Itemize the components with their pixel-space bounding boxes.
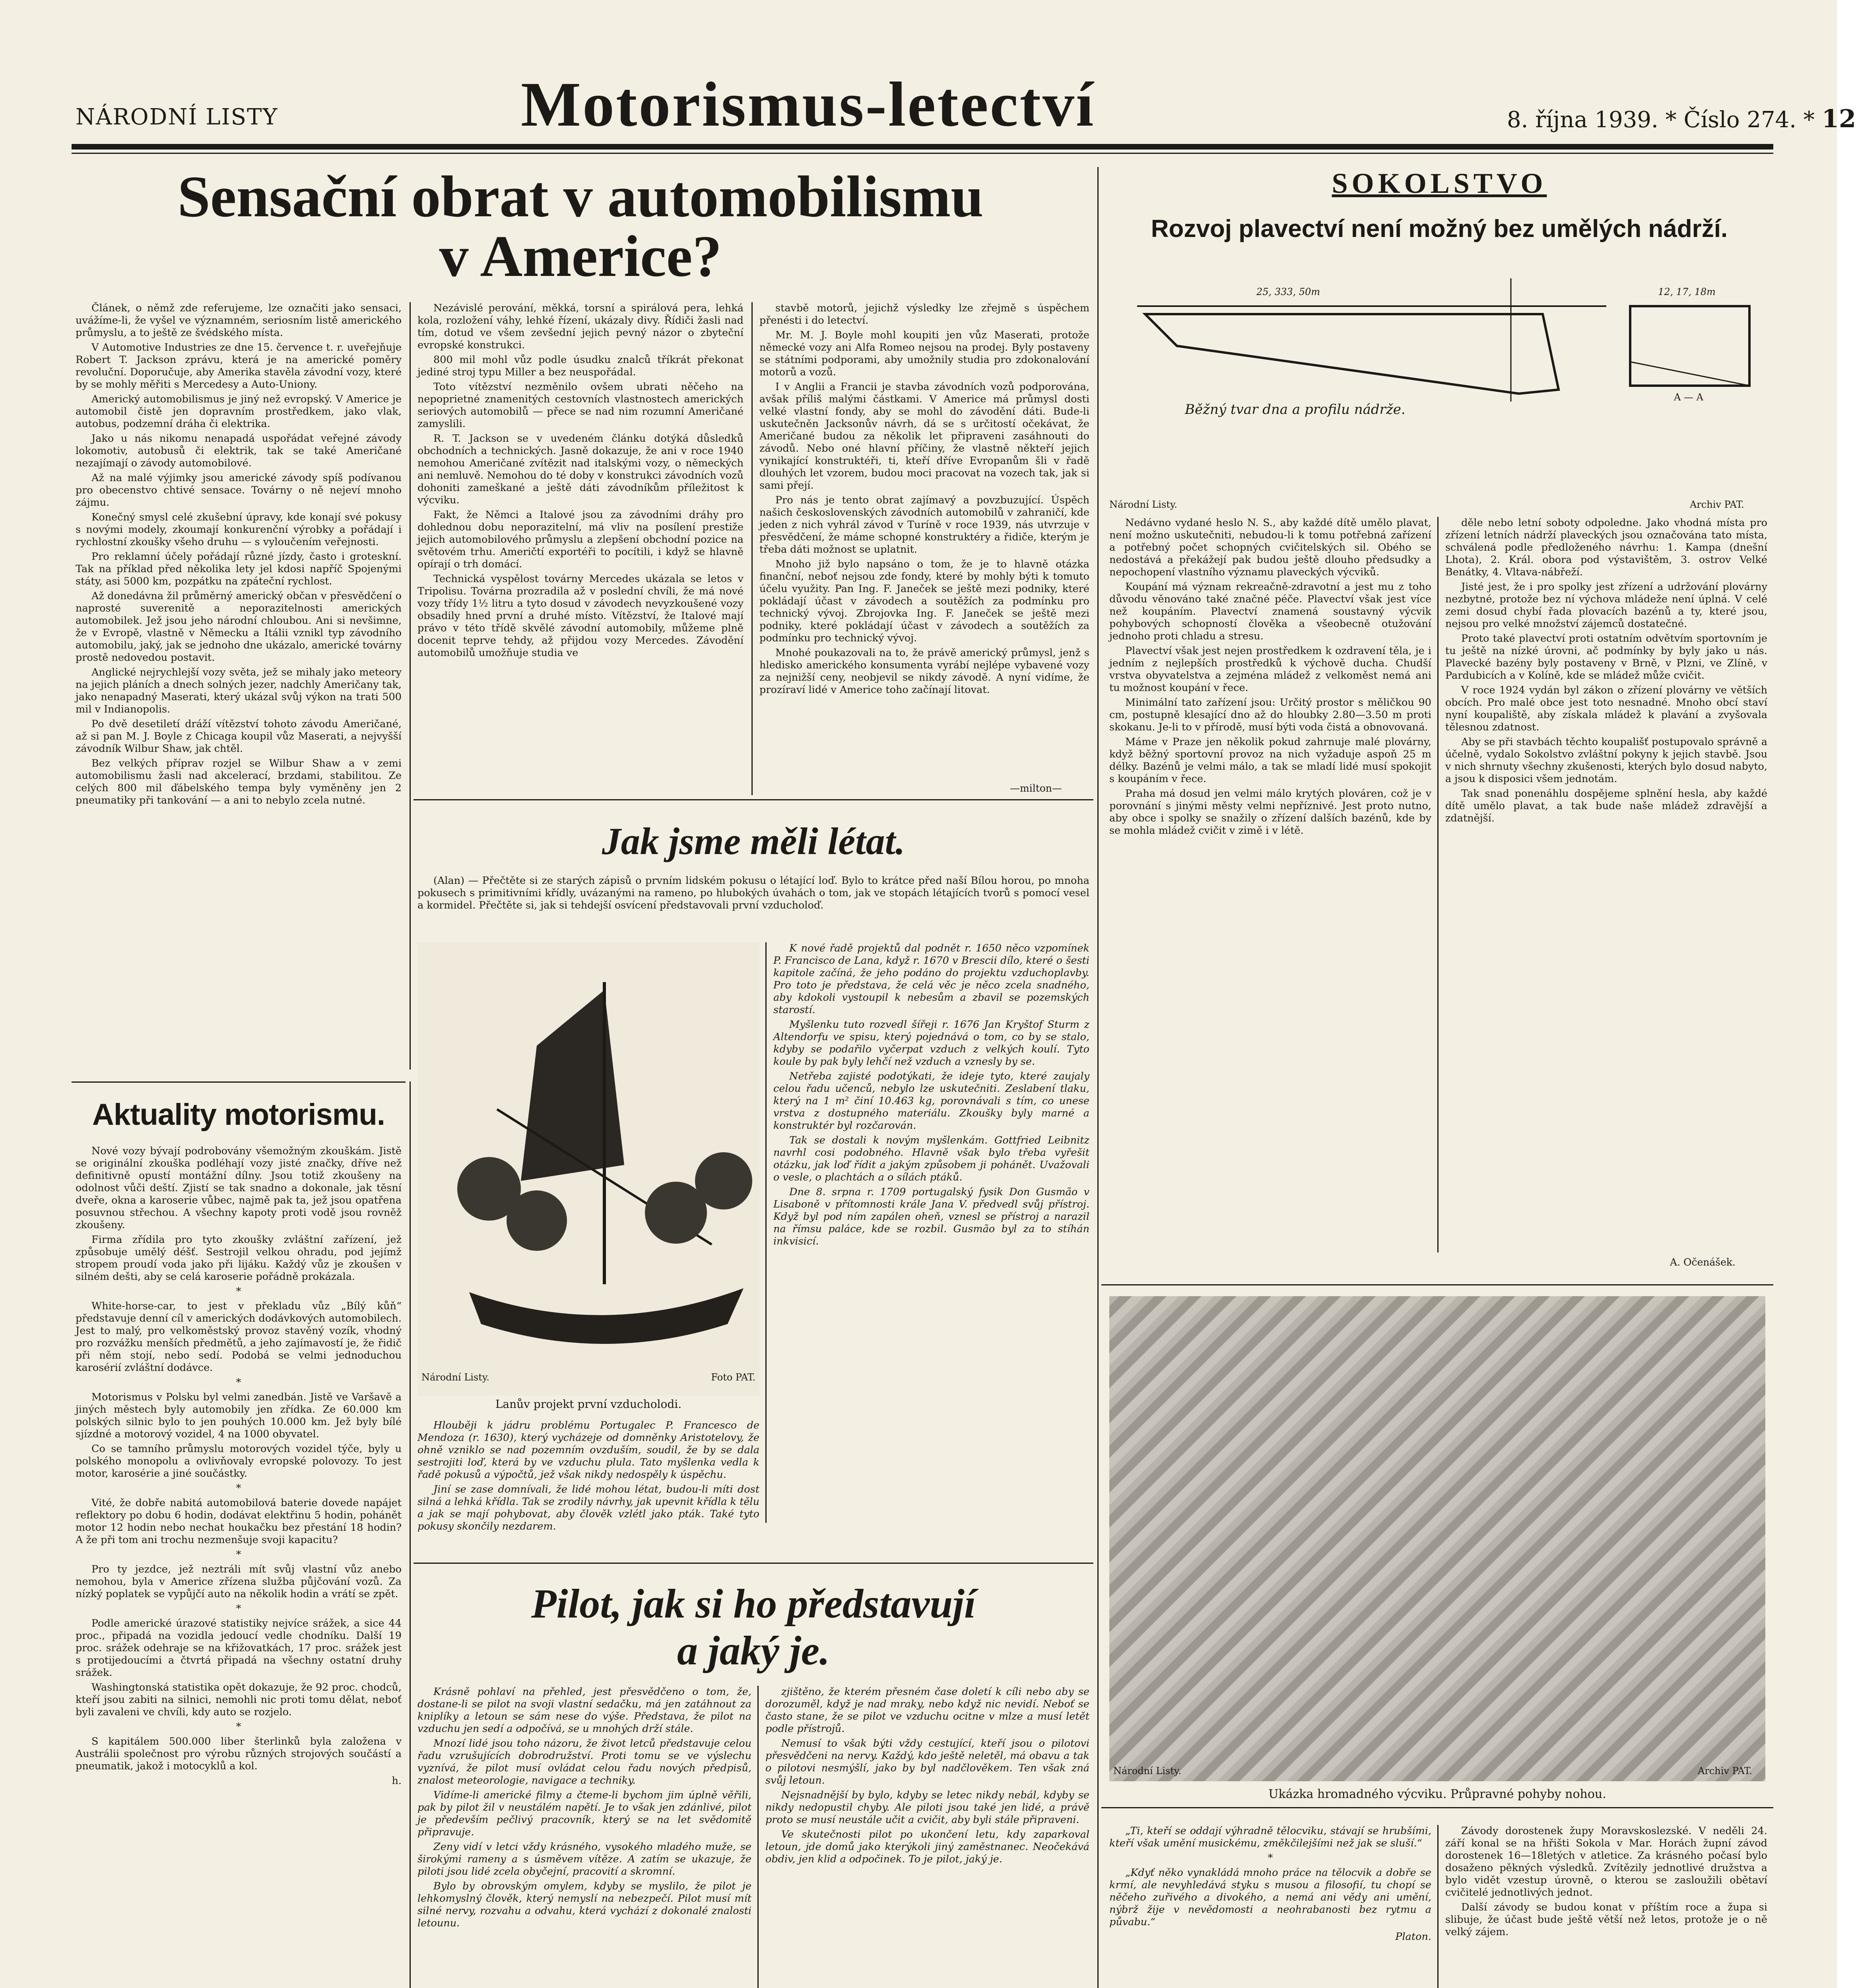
masthead-paper-name: NÁRODNÍ LISTY <box>76 104 278 130</box>
jak-jsme-col-right <box>773 942 1089 1523</box>
platon-quote-2: „Kdyť něko vynakládá mnoho práce na tělocvik a dobře se krmí, ale nevyhledává styku s musou a filosofií, tu chopí se něčeho zuřivého a divokého, a nemá ani vědy ani umění, nýbrž žije v nevědomosti a neohrabanosti bez rytmu a půvabu.“ <box>1109 1867 1431 1928</box>
sokolstvo-header: SOKOLSTVO <box>1332 167 1547 199</box>
jak-jsme-col-left-lower <box>417 1419 759 1547</box>
pilot-col1-p: Bylo by obrovským omylem, kdyby se myslilo, že pilot je lehkomyslný člověk, který nemyslí na nebezpečí. Pilot musí mít silné nervy, rozvahu a odvahu, která vychází z dokonalé znalosti letounu. <box>417 1880 751 1929</box>
sokol-col2-p: Proto také plavectví proti ostatním odvětvím sportovním je tu ještě na nízké úrovni, ač podmínky by byly jako u nás. Plavecké bazény byly postaveny v Brně, v Plzni, ve Zlíně, v Pardubicích a v Kolíně, kde se mládež může cvičit. <box>1445 633 1767 681</box>
airship-caption-source: Národní Listy. <box>421 1372 489 1383</box>
main-col3-p: Mr. M. J. Boyle mohl koupiti jen vůz Maserati, protože německé vozy ani Alfa Romeo nejsou na prodej. Byly postaveny se státními podporami, aby umožnily studia pro zdokonalování motorů a vozů. <box>759 329 1089 378</box>
sokolstvo-author: A. Očenášek. <box>1670 1256 1736 1268</box>
pilot-col1-p: Mnozí lidé jsou toho názoru, že život letců představuje celou řadu vzrušujících dobrodružství. Proti tomu se ve výslechu vyznívá, že pilot musí ovládat celou řadu nových předpisů, znalost meteorologie, navigace a techniky. <box>417 1738 751 1786</box>
pool-width-label: 12, 17, 18m <box>1658 286 1716 297</box>
pilot-col-divider <box>757 1686 759 1988</box>
main-col1-p: Až donedávna žil průměrný americký občan v přesvědčení o naprosté suverenitě a neporazitelnosti amerických automobilek. Jež jsou jeho národní chloubou. Ani si nevšimne, že v Evropě, vlastně v Německu a Itálii vznikl typ závodního automobilu, jaký, jak se jednoho dne ukázalo, americké továrny prostě nedovedou postavit. <box>76 590 402 664</box>
main-col3-p: Pro nás je tento obrat zajímavý a povzbuzující. Úspěch našich československých závodních automobilů v zahraničí, kde jeden z nich vyhrál závod v Turíně v roce 1939, nás utvrzuje v přesvědčení, že máme schopné konstruktéry a řidiče, kterým je třeba dáti možnost se uplatnit. <box>759 494 1089 555</box>
sokolstvo-col2 <box>1445 517 1767 1264</box>
aktuality-p: Pro ty jezdce, jež neztráli mít svůj vlastní vůz anebo nemohou, byla v Americe zřízena služba půjčování vozů. Za nízký poplatek se vypůjčí auto na několik hodin a vrátí se zpět. <box>76 1563 402 1600</box>
main-article-title-line2: v Americe? <box>439 224 722 289</box>
main-col1-p: Článek, o němž zde referujeme, lze označiti jako sensaci, uvážíme-li, že vyšel ve významném, seriosním listě amerického průmyslu, a to ještě ze švédského místa. <box>76 302 402 339</box>
pool-diagram <box>1129 270 1757 493</box>
aktuality-p: Nové vozy bývají podrobovány všemožným zkouškám. Jistě se originální zkouška podléhají vozy jisté značky, dříve než definitivně opustí montážní dílny. Jsou totiž zkoušeny na odolnost vůči deští. Zjistí se tak snadno a dokonale, jak těsní dveře, okna a karoserie vůbec, najmě pak ta, jež jsou opatřena posuvnou střechou. A všechny kapoty proti vodě jsou rovněž zkoušeny. <box>76 1145 402 1231</box>
main-col1-p: Americký automobilismus je jiný než evropský. V Americe je automobil čistě jen dopravním prostředkem, jako vlak, autobus, podzemní dráha či elektrika. <box>76 393 402 430</box>
masthead-page-number: 12 <box>1821 104 1856 133</box>
jak-jsme-left-p: Hlouběji k jádru problému Portugalec P. Francesco de Mendoza (r. 1630), který vycházeje od domněnky Aristotelovy, že ohně vzniklo se nad pozemním ovzduším, soudil, že by se dala sestrojiti loď, která by ve vzduchu plula. Tato myšlenka vedla k řadě pokusů a výpočtů, jež však nikdy nedospěly k úspěchu. <box>417 1419 759 1481</box>
sokol-col2-p: Aby se při stavbách těchto koupališť postupovalo správně a účelně, vydalo Sokolstvo zvláštní pokyny k jejich stavbě. Jsou v nich shrnuty všechny zkušenosti, kterých bylo dosud nabyto, a jsou k disposici všem jednotám. <box>1445 736 1767 785</box>
main-col2-p: Technická vyspělost továrny Mercedes ukázala se letos v Tripolisu. Továrna prozradila až v poslední chvíli, že má nové vozy třídy 1½ litru a tyto dosud v závodech nevyzkoušené vozy obsadily hned první a druhé místo. Vítězství, že Italové mají právo v této třídě skvělé závodní automobily, můžeme plně docenit teprve tehdy, až přijdou vozy Mercedes. Závodění automobilů umožňuje studia ve <box>417 573 744 659</box>
aktuality-p: Motorismus v Polsku byl velmi zanedbán. Jistě ve Varšavě a jiných městech byly automobily jen zřídka. Ze 60.000 km polských silnic bylo to jen pouhých 10.000 km. Jež byly bílé sjízdné a motorový vozidel, 4 na 1000 obyvatel. <box>76 1391 402 1440</box>
pilot-col2 <box>765 1686 1089 1988</box>
pilot-col2-p: Nemusí to však býti vždy cestující, kteří jsou o pilotovi přesvědčeni na nervy. Každý, kdo ještě neletěl, má obavu a tak o pilotovi nesmýšlí, jako by byl nadčlověkem. Ten však zná svůj letoun. <box>765 1738 1089 1786</box>
pool-section-label: A — A <box>1674 392 1703 403</box>
masthead-rule-thin <box>72 153 1773 154</box>
sokolstvo-col-divider <box>1437 517 1439 1252</box>
sokol-col1-p: Koupání má význam rekreačně-zdravotní a jest mu z toho důvodu věnováno také značné péče. Plavectví však jest více než koupáním. Plavectví znamená soustavný výcvik pohybových schopností člověka a všeobecně otužování jednoho proti chladu a stresu. <box>1109 581 1431 642</box>
main-col2-p: Nezávislé perování, měkká, torsní a spirálová pera, lehká kola, rozložení váhy, lehké řízení, ukázaly divy. Řídiči žasli nad tím, dotud ve všem zevšední jejich pevný názor o zbyteční evropské konstrukci. <box>417 302 744 351</box>
pilot-top-rule <box>414 1563 1093 1564</box>
pilot-col2-p: Ve skutečnosti pilot po ukončení letu, kdy zaparkoval letoun, jde domů jako kterýkoli jiný zaměstnanec. Neočekává obdiv, jen klid a odpočinek. To je pilot, jaký je. <box>765 1829 1089 1865</box>
pilot-title <box>414 1580 1093 1674</box>
aktuality-p: Washingtonská statistika opět dokazuje, že 92 proc. chodců, kteří jsou zabiti na silnici, nemohli nic proti tomu dělat, neboť byli zavaleni ve chvíli, kdy auto se rozjelo. <box>76 1681 402 1718</box>
aktuality-col-divider <box>410 1081 411 1988</box>
jak-jsme-left-p: Jiní se zase domnívali, že lidé mohou létat, budou-li míti dost silná a lehká křídla. Tak se zrodily návrhy, jak upevnit křídla k tělu a jak se mají pohybovat, aby člověk vzlétl jako pták. Také tyto pokusy skončily nezdarem. <box>417 1483 759 1532</box>
jak-jsme-right-p: Tak se dostali k novým myšlenkám. Gottfried Leibnitz navrhl cosi podobného. Hlavně však bylo třeba vyřešit otázku, jak loď řídit a jakým způsobem ji pohánět. Uvažovali o vesle, o plachtách a o sílách ptáků. <box>773 1134 1089 1183</box>
main-col1-p: Až na malé výjimky jsou americké závody spíš podívanou pro obecenstvo chtivé sensace. Továrny o ně nejeví mnoho zájmu. <box>76 472 402 509</box>
sokol-note-p: Další závody se budou konat v příštím roce a župa si slibuje, že účast bude ještě větší než letos, protože je o ně velký zájem. <box>1445 1901 1767 1938</box>
sokol-col1-p: Minimální tato zařízení jsou: Určitý prostor s měličkou 90 cm, postupně klesající dno až do hloubky 2.80—3.50 m proti skokanu. Je-li to v přírodě, musí býti voda čistá a obnovovaná. <box>1109 697 1431 733</box>
airship-drawing <box>417 942 759 1396</box>
pilot-title-line2: a jaký je. <box>677 1628 830 1673</box>
pool-bottom <box>1145 314 1559 394</box>
photo-bottom-rule <box>1101 1807 1773 1808</box>
main-article-author: —milton— <box>1010 782 1062 794</box>
airship-image-title: Lanův projekt první vzducholodi. <box>495 1398 682 1411</box>
jak-jsme-right-p: Netřeba zajisté podotýkati, že ideje tyto, které zaujaly celou řadu učenců, nebylo lze uskutečniti. Zeslabení tlaku, který na 1 m² činí 10.463 kg, porovnávali s tím, co unese vrstva z dostupného materiálu. Zkoušky byly marné a konstruktér byl rozčarován. <box>773 1070 1089 1132</box>
main-col3-p: I v Anglii a Francii je stavba závodních vozů podporována, avšak příliš malými částkami. V Americe má průmysl dosti velké vlastní fondy, aby se mohl do závodění dáti. Bude-li uskutečněn Jacksonův návrh, dá se s určitostí očekávat, že Američané budou za několik let připraveni zasáhnouti do závodů. Nebo oné hlavní příčiny, že vlastně někteří jejich vynikající konstruktéři, ti, kteří dříve Evropanům šli v řadě dlouhých let vzorem, budou moci pracovat na vozech tak, jak si sami přejí. <box>759 381 1089 491</box>
platon-sign: Platon. <box>1395 1931 1431 1943</box>
main-col3-p: stavbě motorů, jejichž výsledky lze zřejmě s úspěchem přenésti i do letectví. <box>759 302 1089 326</box>
airship-caption-photo: Foto PAT. <box>711 1372 755 1383</box>
main-article-col3 <box>759 302 1089 779</box>
main-col1-p: V Automotive Industries ze dne 15. července t. r. uveřejňuje Robert T. Jackson zprávu, která je na americké poměry revoluční. Doporučuje, aby Amerika stavěla závodní vozy, které by se mohly měřiti s Mercedesy a Auto-Uniony. <box>76 342 402 390</box>
pool-profile <box>1145 314 1559 394</box>
main-col1-p: Konečný smysl celé zkušební úpravy, kde konají své pokusy s novými modely, zkoumají konkurenční výrobky a pořádají i rychlostní zkoušky všeho druhu — s vyloučením veřejnosti. <box>76 511 402 548</box>
main-col1-p: Po dvě desetiletí dráží vítězství tohoto závodu Američané, až si pan M. J. Boyle z Chicaga koupil vůz Maserati, a nejvyšší závodník Wilbur Shaw, jak chtěl. <box>76 718 402 755</box>
masthead-issue: Číslo 274. <box>1683 107 1797 133</box>
main-col2-p: 800 mil mohl vůz podle úsudku znalců tříkrát překonat jediné stroj typu Miller a bez neuspořádal. <box>417 354 744 378</box>
aktuality-top-rule <box>72 1081 406 1083</box>
column-divider-main <box>1097 167 1099 1988</box>
pool-length-label: 25, 333, 50m <box>1256 286 1320 297</box>
aktuality-p: Co se tamního průmyslu motorových vozidel týče, byly u polského monopolu a ovlivňovaly evropské polovozy. To jest motor, karosérie a jiné součástky. <box>76 1443 402 1479</box>
photo-caption-source: Národní Listy. <box>1113 1765 1181 1776</box>
main-col1-p: Bez velkých příprav rozjel se Wilbur Shaw a v zemi automobilismu žasli nad akcelerací, brzdami, stabilitou. Ze celých 800 mil ďábelského tempa byly vyměněny jen 2 pneumatiky při tankování — a ani to nebylo zcela nutné. <box>76 757 402 806</box>
jak-jsme-lead <box>417 875 1089 934</box>
aktuality-p: S kapitálem 500.000 liber šterlinků byla založena v Austrálii společnost pro výrobu různých strojových součástí a pneumatik, jakož i motocyklů a kol. <box>76 1736 402 1772</box>
pilot-col2-p: Nejsnadnější by bylo, kdyby se letec nikdy nebál, kdyby se nikdy nedopustil chyby. Ale piloti jsou také jen lidé, a právě proto se musí neustále učit a cvičit, aby byli stále připraveni. <box>765 1789 1089 1826</box>
photo-title: Ukázka hromadného výcviku. Průpravné pohyby nohou. <box>1268 1787 1606 1801</box>
platon-quote-1: „Ti, kteří se oddají výhradně tělocviku, stávají se hrubšími, kteří však umění musickému, změkčilejšími než jak se sluší.“ <box>1109 1825 1431 1849</box>
note-col-divider <box>1437 1825 1439 1988</box>
main-article-col2 <box>417 302 744 795</box>
airship-balloon-4 <box>695 1152 752 1209</box>
pilot-col1-p: Krásně pohlaví na přehled, jest přesvědčeno o tom, že, dostane-li se pilot na svoji vlastní sedačku, má jen zatáhnout za kniplíky a letoun se sám nese do výše. Představa, že pilot na vzduchu jen sedí a odpočívá, se u mnohých drží stále. <box>417 1686 751 1735</box>
jak-jsme-right-p: K nové řadě projektů dal podnět r. 1650 něco vzpomínek P. Francisco de Lana, když r. 1670 v Brescii dílo, které o šesti kapitole začíná, že jeho podáno do projektu vzduchoplavby. Pro toto je představa, že celá věc je něco zcela snadného, aby kdokoli vystoupil k nebesům a zbavil se pozemských starostí. <box>773 942 1089 1016</box>
sokol-col2-p: V roce 1924 vydán byl zákon o zřízení plovárny ve větších obcích. Pro malé obce jest toto nesnadné. Mnoho obcí staví nyní koupaliště, aby získala mládež k plavání a zvyšovala tělesnou zdatnost. <box>1445 684 1767 733</box>
airship-balloon-2 <box>507 1190 567 1251</box>
pilot-title-line1: Pilot, jak si ho představují <box>531 1581 976 1627</box>
main-article-col1 <box>76 302 402 1070</box>
airship-illustration <box>417 942 759 1396</box>
aktuality-p: White-horse-car, to jest v překladu vůz „Bílý kůň“ představuje denní cíl v amerických dodávkových automobilech. Jest to malý, pro velkoměstský provoz stavěný vozík, vhodný pro rozvážku menších předmětů, a jeho zajímavostí je, že řidič při něm stojí, nebo sedí. Podobá se velmi jednoduchou karosérií zvláštní dodávce. <box>76 1300 402 1374</box>
main-col3-p: Mnohé poukazovali na to, že právě americký průmysl, jenž s hledisko amerického konsumenta vyrábí nejlépe vybavené vozy za nejnižší ceny, neobjevil se nikdy závodě. A nyní vidíme, že prozíraví lidé v Americe toho začínají litovat. <box>759 647 1089 696</box>
sokol-col1-p: Máme v Praze jen několik pokud zahrnuje malé plovárny, když běžný sportovní provoz na nich vyžaduje aspoň 25 m délky. Bazénů je velmi málo, a tak se mladí lidé musí spokojit s koupáním v řece. <box>1109 736 1431 785</box>
pilot-col1 <box>417 1686 751 1988</box>
main-col-divider-2 <box>751 302 753 795</box>
airship-sail <box>521 990 624 1181</box>
masthead-sep-2: * <box>1803 107 1815 133</box>
main-col3-p: Mnoho již bylo napsáno o tom, že je to hlavně otázka finanční, neboť nejsou zde fondy, které by mohly býti k tomuto účelu využity. Pan Ing. F. Janeček se ještě mezi podniky, které pokládají účast v závodech a soutěžích za podmínku pro technický vývoj. Zbrojovka Ing. F. Janeček se ještě mezi podniky, které pokládají účast v závodech a soutěžích za podmínku pro technický vývoj. <box>759 558 1089 644</box>
sokol-note-p: Závody dorostenek župy Moravskoslezské. V neděli 24. září konal se na hřišti Sokola v Mar. Horách župní závod dorostenek 16—18letých v atletice. Za krásného počasí bylo dosaženo pěkných výsledků. Zvítězily jednotlivé družstva a bylo vidět vzestup úrovně, o kterou se zasloužili obětaví cvičitelé jednotlivých jednot. <box>1445 1825 1767 1899</box>
main-article-title-line1: Sensační obrat v automobilismu <box>177 164 984 229</box>
main-col-divider-1 <box>410 302 411 1070</box>
aktuality-sign: h. <box>392 1775 402 1787</box>
photo-caption-archive: Archiv PAT. <box>1698 1765 1752 1776</box>
main-article-end-rule <box>414 799 1093 800</box>
masthead-date: 8. října 1939. <box>1507 107 1658 133</box>
pool-caption-source: Národní Listy. <box>1109 499 1177 510</box>
pilot-col2-p: zjištěno, že kterém přesném čase doletí k cíli nebo aby se dorozuměl, když je nad mraky, nebo když nic nevidí. Neboť se často stane, že se pilot ve vzduchu ocitne v mlze a musí letět podle přístrojů. <box>765 1686 1089 1735</box>
jak-jsme-right-p: Myšlenku tuto rozvedl šířeji r. 1676 Jan Kryštof Sturm z Altendorfu ve spisu, který pojednává o tom, co by se stalo, kdyby se podařilo vyčerpat vzduch z velkých koulí. Tyto koule by pak byly lehčí než vzduch a vznesly by se. <box>773 1019 1089 1068</box>
pool-cross-slope <box>1630 362 1749 386</box>
sokolstvo-title: Rozvoj plavectví není možný bez umělých nádrží. <box>1151 215 1728 243</box>
swimming-training-photo <box>1109 1296 1765 1781</box>
jak-jsme-title: Jak jsme měli létat. <box>602 820 905 862</box>
sokolstvo-col1 <box>1109 517 1431 1252</box>
jak-jsme-right-p: Dne 8. srpna r. 1709 portugalský fysik Don Gusmão v Lisaboně v přítomnosti krále Jana V. předvedl svůj přístroj. Když byl pod ním zapálen oheň, vznesl se přístroj a narazil na římsu paláce, kde se rozbil. Gusmão byl za to stíhán inkvisicí. <box>773 1186 1089 1247</box>
masthead-date-issue <box>1507 104 1856 133</box>
aktuality-p: Podle americké úrazové statistiky nejvíce srážek, a sice 44 proc., připadá na vozidla jedoucí vedle chodníku. Další 19 proc. srážek odehraje se na křižovatkách, 17 proc. srážek jest s protijedoucími a čtvrtá připadá na všechny ostatní druhy srážek. <box>76 1617 402 1679</box>
sokol-col2-p: Tak snad ponenáhlu dospějeme splnění hesla, aby každé dítě umělo plavat, a tak bude naše mládež zdravější a zdatnější. <box>1445 788 1767 824</box>
main-article-title <box>72 164 1089 289</box>
sokolstvo-note <box>1445 1825 1767 1988</box>
sokol-col2-p: Jisté jest, že i pro spolky jest zřízení a udržování plovárny nezbytné, protože bez ní výchova mládeže není úplná. V celé zemi dosud chybí řada plovacích bazénů a ty, které jsou, nejsou pro velké množství zájemců dostatečné. <box>1445 581 1767 630</box>
jak-jsme-col-divider <box>765 942 767 1523</box>
aktuality-body: Nové vozy bývají podrobovány všemožným zkouškám. Jistě se originální zkouška podléhají vozy jisté značky, dříve než definitivně opustí montážní dílny. Jsou totiž zkoušeny na odolnost vůči deští. Zjistí se tak snadno a dokonale, jak těsní dveře, okna a karoserie vůbec, najmě pak ta, jež jsou opatřena posuvnou střechou. A všechny kapoty proti vodě jsou rovněž zkoušeny. Firma zřídila pro tyto zkoušky zvláštní zařízení, jež způsobuje umělý déšť. Sestrojil velkou ohradu, pod jejímž stropem proudí voda jako při lijáku. Každý vůz je zkoušen v silném dešti, aby se celá karoserie pořádně prokázala. * White-horse-car, to jest v překladu vůz „Bílý kůň“ představuje denní cíl v amerických dodávkových automobilech. Jest to malý, pro velkoměstský provoz stavěný vozík, vhodný pro rozvážku menších předmětů, a jeho zajímavostí je, že řidič při něm stojí, nebo sedí. Podobá se velmi jednoduchou karosérií zvláštní dodávce. * Motorismus v Polsku byl velmi zanedbán. Jistě ve Varšavě a jiných městech byly automobily jen zřídka. Ze 60.000 km polských silnic bylo to jen pouhých 10.000 km. Jež byly bílé sjízdné a motorový vozidel, 4 na 1000 obyvatel. Co se tamního průmyslu motorových vozidel týče, byly u polského monopolu a ovlivňovaly evropské polovozy. To jest motor, karosérie a jiné součástky. * Vité, že dobře nabitá automobilová baterie dovede napájet reflektory po dobu 6 hodin, dodávat elektřinu 5 hodin, pohánět motor 12 hodin nebo nechat houkačku bez přestání 18 hodin? A že při tom ani trochu nezmenšuje svoji kapacitu? * Pro ty jezdce, jež neztráli mít svůj vlastní vůz anebo nemohou, byla v Americe zřízena služba půjčování vozů. Za nízký poplatek se vypůjčí auto na několik hodin a vrátí se zpět. * Podle americké úrazové statistiky nejvíce srážek, a sice 44 proc., připadá na vozidla jedoucí vedle chodníku. Další 19 proc. srážek odehraje se na křižovatkách, 17 proc. srážek jest s protijedoucími a čtvrtá připadá na všechny ostatní druhy srážek. Washingtonská statistika opět dokazuje, že 92 proc. chodců, kteří jsou zabiti na silnici, nemohli nic proti tomu dělat, neboť byli zavaleni ve chvíli, kdy auto se rozjelo. * S kapitálem 500.000 liber šterlinků byla založena v Austrálii společnost pro výrobu různých strojových součástí a pneumatik, jakož i motocyklů a kol. h. <box>76 1145 402 1787</box>
sokol-col2-p: děle nebo letní soboty odpoledne. Jako vhodná místa pro zřízení letních nádrží plaveckých jsou označována tato místa, schválená podle předloženého návrhu: 1. Kampa (dnešní Lhota), 2. Král. obora pod výstavištěm, 3. ostrov Velké Benátky, 4. Vltava-nábřeží. <box>1445 517 1767 578</box>
sokol-col1-p: Plavectví však jest nejen prostředkem k ozdravení těla, je i jedním z nejlepších prostředků k výchově ducha. Chudší vrstva obyvatelstva a zejména mládež z velkoměst nemá ani tu možnost koupání v řece. <box>1109 645 1431 694</box>
sokol-col1-p: Nedávno vydané heslo N. S., aby každé dítě umělo plavat, není možno uskutečniti, nebudou-li k tomu potřebná zařízení a potřebný počet schopných cvičitelských sil. Obého se nedostává a překážejí pak budou ještě dlouho předsudky a nepochopení vlastního významu plaveckých výcviků. <box>1109 517 1431 578</box>
main-col1-p: Anglické nejrychlejší vozy světa, jež se mihaly jako meteory na jejich pláních a dnech solných jezer, nadchly Američany tak, jako nenapadný Maserati, který ukázal svůj výkon na trati 500 mil v Indianopolis. <box>76 666 402 715</box>
pool-diagram-note: Běžný tvar dna a profilu nádrže. <box>1185 402 1406 417</box>
main-col1-p: Pro reklamní účely pořádají různé jízdy, často i groteskní. Tak na příklad před několika lety jel kdosi napříč Spojenými státy, asi 5000 km, pozpátku na zpáteční rychlost. <box>76 551 402 587</box>
masthead-rule <box>72 144 1773 149</box>
main-col2-p: Toto vítězství nezměnilo ovšem ubrati něčeho na nepoprietné znamenitých cestovních vlastnostech amerických seriových automobilů — přece se nad nim rozumní Američané zamyslili. <box>417 381 744 430</box>
masthead-section-title: Motorismus-letectví <box>521 69 1095 140</box>
airship-hull <box>469 1288 744 1344</box>
pilot-col1-p: Vidíme-li americké filmy a čteme-li bychom jim úplně věřili, pak by pilot žil v neustálém napětí. Je to však jen zdánlivé, pilot je především pečlivý pracovník, který se na let svědomitě připravuje. <box>417 1789 751 1838</box>
aktuality-p: Firma zřídila pro tyto zkoušky zvláštní zařízení, jež způsobuje umělý déšť. Sestrojil velkou ohradu, pod jejímž stropem proudí voda jako při lijáku. Každý vůz je zkoušen v silném dešti, aby se celá karoserie pořádně prokázala. <box>76 1234 402 1283</box>
platon-quote: „Ti, kteří se oddají výhradně tělocviku, stávají se hrubšími, kteří však umění musickému, změkčilejšími než jak se sluší.“ * „Kdyť něko vynakládá mnoho práce na tělocvik a dobře se krmí, ale nevyhledává styku s musou a filosofií, tu chopí se něčeho zuřivého a divokého, a nemá ani vědy ani umění, nýbrž žije v nevědomosti a neohrabanosti bez rytmu a půvabu.“ Platon. <box>1109 1825 1431 1943</box>
pool-caption-archive: Archiv PAT. <box>1690 499 1744 510</box>
main-col2-p: Fakt, že Němci a Italové jsou za závodními dráhy pro dohlednou dobu neporazitelní, má vliv na posílení prestiže jejich automobilového průmyslu a zlepšení obchodní pozice na světovém trhu. Američtí exportéři to pocítili, i když se hlavně opírají o trh domácí. <box>417 509 744 570</box>
pool-diagram-svg <box>1129 270 1757 493</box>
main-col2-p: R. T. Jackson se v uvedeném článku dotýká důsledků obchodních a technických. Jasně dokazuje, že ani v roce 1940 nemohou Američané zvítězit nad italskými vozy, o německých ani nemluvě. Nemohou do té doby v konstrukci závodních vozů dohoniti zameškané a ještě dáti závodníkům příležitost k výcviku. <box>417 433 744 506</box>
main-col1-p: Jako u nás nikomu nenapadá uspořádat veřejné závody lokomotiv, autobusů či elektrik, tak se také Američané nezajímají o závody automobilové. <box>76 433 402 469</box>
aktuality-p: Vité, že dobře nabitá automobilová baterie dovede napájet reflektory po dobu 6 hodin, dodávat elektřinu 5 hodin, pohánět motor 12 hodin nebo nechat houkačku bez přestání 18 hodin? A že při tom ani trochu nezmenšuje svoji kapacitu? <box>76 1497 402 1546</box>
photo-top-rule <box>1101 1284 1773 1285</box>
sokol-col1-p: Praha má dosud jen velmi málo krytých plováren, což je v porovnání s jinými městy velmi nepříznivé. Jest proto nutno, aby obce i spolky se snažily o zřízení dalších bazénů, kde by se mohla mládež cvičit v zimě i v létě. <box>1109 788 1431 837</box>
masthead-sep: * <box>1665 107 1677 133</box>
jak-jsme-lead-text: (Alan) — Přečtěte si ze starých zápisů o prvním lidském pokusu o létající loď. Bylo to krátce před naší Bílou horou, po mnoha pokusech s primitivními křídly, uvázanými na rameno, po hlubokých úvahách o tom, jak ve stopách létajících tvorů s pomocí vesel a kormidel. Přečtěte si, jak si tehdejší osvícení představovali první vzducholoď. <box>417 875 1089 911</box>
aktuality-title: Aktuality motorismu. <box>92 1098 385 1132</box>
pilot-col1-p: Zeny vidí v letci vždy krásného, vysokého mladého muže, se širokými rameny a s úsměvem vítěze. A zatím se ukazuje, že piloti jsou lidé zcela obyčejní, pracovití a skromní. <box>417 1841 751 1877</box>
